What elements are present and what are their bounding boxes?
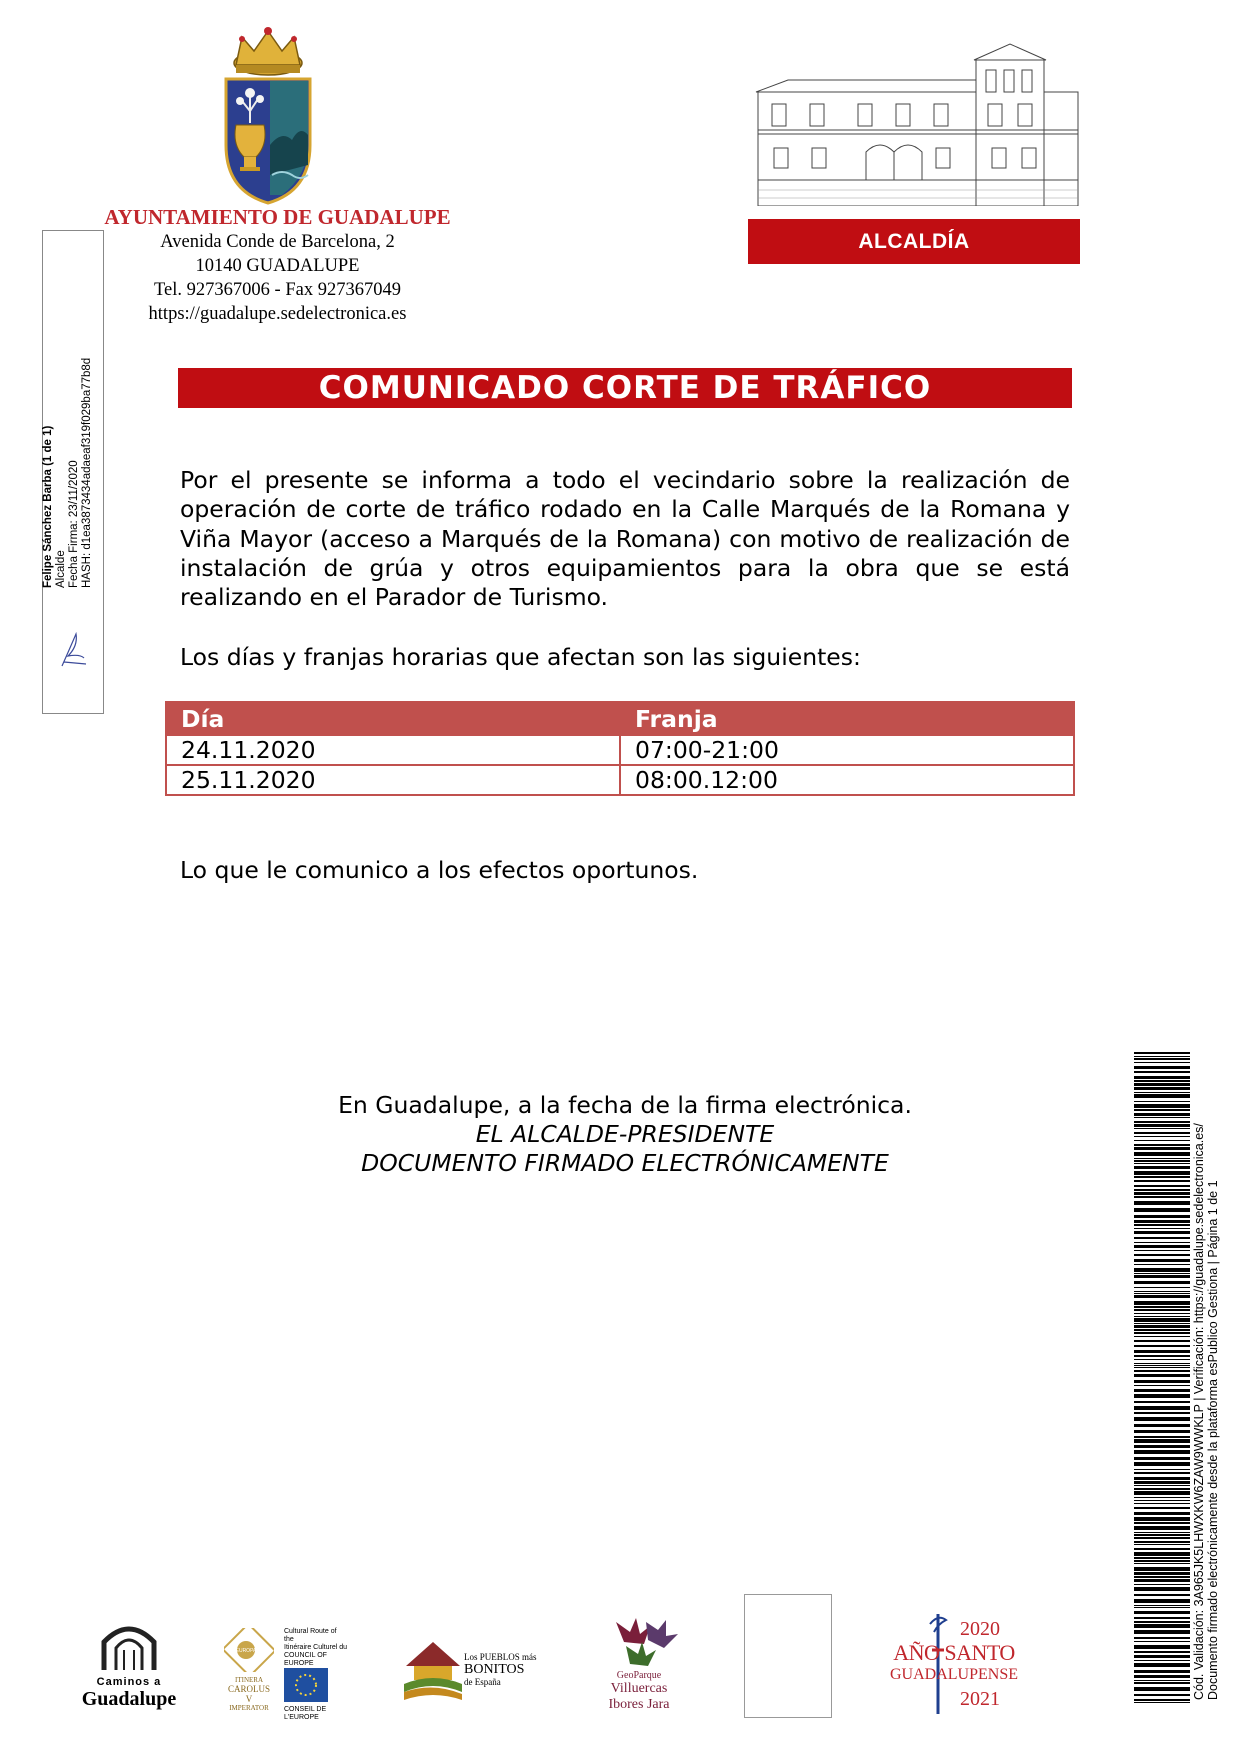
- town-hall-building-drawing: [748, 30, 1080, 206]
- geoparque-line3: Ibores Jara: [608, 1697, 670, 1712]
- barcode-bar: [1134, 1617, 1190, 1619]
- barcode-bar: [1134, 1365, 1190, 1366]
- barcode-bar: [1134, 1087, 1190, 1090]
- barcode-bar: [1134, 1250, 1190, 1251]
- council-text4: CONSEIL DE L'EUROPE: [284, 1706, 327, 1721]
- barcode-bar: [1134, 1611, 1190, 1614]
- council-text2: Itinéraire Culturel du: [284, 1644, 348, 1651]
- barcode-bar: [1134, 1481, 1190, 1484]
- barcode-bar: [1134, 1560, 1190, 1562]
- barcode-bar: [1134, 1370, 1190, 1372]
- barcode-bar: [1134, 1497, 1190, 1498]
- barcode-bar: [1134, 1488, 1190, 1490]
- barcode-bar: [1134, 1147, 1190, 1150]
- barcode-bar: [1134, 1215, 1190, 1218]
- barcode-bar: [1134, 1228, 1190, 1229]
- barcode-bar: [1134, 1424, 1190, 1427]
- barcode-bar: [1134, 1702, 1190, 1703]
- barcode-bar: [1134, 1163, 1190, 1164]
- table-header-slot: Franja: [620, 702, 1074, 735]
- barcode-bar: [1134, 1526, 1190, 1530]
- pueblos-line2: BONITOS: [464, 1662, 525, 1677]
- barcode-bar: [1134, 1056, 1190, 1057]
- barcode-bar: [1134, 1594, 1190, 1596]
- carolus-line1: ITINERA: [235, 1676, 263, 1684]
- barcode-bar: [1134, 1166, 1190, 1169]
- barcode-bar: [1134, 1670, 1190, 1673]
- carolus-line3: IMPERATOR: [229, 1704, 269, 1712]
- ano-santo-line2: GUADALUPENSE: [890, 1666, 1018, 1683]
- address-line: Avenida Conde de Barcelona, 2: [160, 232, 395, 252]
- barcode-bar: [1134, 1563, 1190, 1564]
- table-cell-slot: 07:00-21:00: [620, 735, 1074, 765]
- barcode-bar: [1134, 1401, 1190, 1403]
- barcode-bar: [1134, 1140, 1190, 1141]
- barcode-bar: [1134, 1180, 1190, 1182]
- barcode-bar: [1134, 1599, 1190, 1603]
- barcode-bar: [1134, 1699, 1190, 1701]
- geoparque-line1: GeoParque: [616, 1670, 662, 1681]
- barcode-bar: [1134, 1264, 1190, 1265]
- table-cell-day: 25.11.2020: [166, 765, 620, 795]
- barcode-bar: [1134, 1185, 1190, 1187]
- barcode-bar: [1134, 1158, 1190, 1159]
- barcode-bar: [1134, 1071, 1190, 1073]
- barcode-bar: [1134, 1171, 1190, 1175]
- barcode-bar: [1134, 1605, 1190, 1606]
- barcode-bar: [1134, 1189, 1190, 1191]
- barcode-bar: [1134, 1663, 1190, 1667]
- barcode-bar: [1134, 1132, 1190, 1134]
- geoparque-villuercas-logo: [584, 1618, 694, 1714]
- barcode-bar: [1134, 1512, 1190, 1515]
- barcode-bar: [1134, 1113, 1190, 1116]
- validation-code-line: Cód. Validación: 3A965JK5LHWXKW6ZAW9WWKLP | Verificación: https://guadalupe.sedelectronica.es/: [1192, 1123, 1206, 1700]
- barcode-bar: [1134, 1080, 1190, 1082]
- department-badge: ALCALDÍA: [748, 219, 1080, 264]
- website-link[interactable]: https://guadalupe.sedelectronica.es: [148, 304, 407, 324]
- signature-date: Fecha Firma: 23/11/2020: [68, 460, 80, 588]
- year-start: 2020: [960, 1618, 1000, 1640]
- barcode-bar: [1134, 1682, 1190, 1684]
- barcode-bar: [1134, 1552, 1190, 1556]
- barcode-bar: [1134, 1224, 1190, 1226]
- barcode-bar: [1134, 1254, 1190, 1256]
- chapel-arch-icon: [62, 1620, 196, 1672]
- table-cell-slot: 08:00.12:00: [620, 765, 1074, 795]
- barcode-bar: [1134, 1094, 1190, 1098]
- barcode-bar: [1134, 1485, 1190, 1486]
- pueblos-line3: de España: [464, 1677, 501, 1687]
- barcode-bar: [1134, 1367, 1190, 1368]
- barcode-bar: [1134, 1066, 1190, 1069]
- barcode-bar: [1134, 1548, 1190, 1550]
- barcode-bar: [1134, 1336, 1190, 1337]
- barcode-bar: [1134, 1101, 1190, 1102]
- barcode-bar: [1134, 1534, 1190, 1536]
- barcode-bar: [1134, 1491, 1190, 1495]
- carolus-line2: CAROLUS V: [227, 1684, 270, 1704]
- validation-text: [1192, 1000, 1220, 1700]
- barcode-bar: [1134, 1445, 1190, 1448]
- barcode-bar: [1134, 1477, 1190, 1480]
- barcode-bar: [1134, 1389, 1190, 1392]
- barcode-bar: [1134, 1406, 1190, 1410]
- barcode-bar: [1134, 1576, 1190, 1578]
- barcode-bar: [1134, 1220, 1190, 1223]
- geoparque-line2: Villuercas: [610, 1681, 668, 1696]
- barcode-bar: [1134, 1374, 1190, 1377]
- barcode-bar: [1134, 1363, 1190, 1364]
- barcode-bar: [1134, 1323, 1190, 1324]
- barcode-bar: [1134, 1332, 1190, 1334]
- carolus-emblem-icon: [224, 1628, 274, 1672]
- org-name: AYUNTAMIENTO DE GUADALUPE: [104, 205, 451, 229]
- barcode-bar: [1134, 1104, 1190, 1108]
- barcode-bar: [1134, 1439, 1190, 1443]
- empty-logo-frame: [744, 1594, 832, 1718]
- barcode-bar: [1134, 1567, 1190, 1571]
- barcode-bar: [1134, 1500, 1190, 1501]
- barcode-bar: [1134, 1472, 1190, 1474]
- barcode-bar: [1134, 1287, 1190, 1288]
- barcode-bar: [1134, 1469, 1190, 1470]
- closing-text: Lo que le comunico a los efectos oportunos.: [180, 856, 699, 884]
- caminos-line1: Caminos a: [96, 1676, 162, 1688]
- validation-barcode: [1134, 1052, 1190, 1703]
- barcode-bar: [1134, 1660, 1190, 1661]
- barcode-bar: [1134, 1517, 1190, 1521]
- barcode-bar: [1134, 1309, 1190, 1311]
- barcode-bar: [1134, 1306, 1190, 1308]
- barcode-bar: [1134, 1350, 1190, 1353]
- barcode-bar: [1134, 1313, 1190, 1314]
- place-date-line: En Guadalupe, a la fecha de la firma electrónica.: [338, 1091, 912, 1119]
- barcode-bar: [1134, 1109, 1190, 1111]
- barcode-bar: [1134, 1316, 1190, 1317]
- council-of-europe-flag-icon: [284, 1668, 328, 1702]
- carolus-v-council-of-europe-logo: [224, 1628, 348, 1721]
- barcode-bar: [1134, 1507, 1190, 1509]
- barcode-bar: [1134, 1231, 1190, 1234]
- barcode-bar: [1134, 1450, 1190, 1454]
- barcode-bar: [1134, 1503, 1190, 1504]
- handwritten-signature-mark: [56, 628, 90, 672]
- barcode-bar: [1134, 1318, 1190, 1322]
- barcode-bar: [1134, 1144, 1190, 1146]
- barcode-bar: [1134, 1160, 1190, 1162]
- barcode-bar: [1134, 1076, 1190, 1079]
- barcode-bar: [1134, 1541, 1190, 1543]
- barcode-bar: [1134, 1624, 1190, 1628]
- barcode-bar: [1134, 1124, 1190, 1127]
- barcode-bar: [1134, 1237, 1190, 1239]
- barcode-bar: [1134, 1355, 1190, 1357]
- phone-line: Tel. 927367006 - Fax 927367049: [154, 280, 401, 300]
- barcode-bar: [1134, 1532, 1190, 1533]
- barcode-bar: [1134, 1417, 1190, 1421]
- document-title: COMUNICADO CORTE DE TRÁFICO: [178, 368, 1072, 408]
- barcode-bar: [1134, 1196, 1190, 1198]
- barcode-bar: [1134, 1607, 1190, 1608]
- barcode-bar: [1134, 1268, 1190, 1272]
- barcode-bar: [1134, 1092, 1190, 1093]
- signature-hash: HASH: d1ea3873434adaeaf319f029ba77b8d: [81, 357, 93, 588]
- barcode-bar: [1134, 1301, 1190, 1305]
- barcode-bar: [1134, 1675, 1190, 1678]
- barcode-bar: [1134, 1522, 1190, 1524]
- barcode-bar: [1134, 1584, 1190, 1585]
- table-row: [166, 735, 1074, 765]
- barcode-bar: [1134, 1273, 1190, 1274]
- signatory-title: EL ALCALDE-PRESIDENTE: [475, 1120, 775, 1148]
- council-text1: Cultural Route of the: [284, 1628, 337, 1643]
- ano-santo-line1: AÑO SANTO: [893, 1640, 1015, 1665]
- year-end: 2021: [960, 1688, 1000, 1710]
- barcode-bar: [1134, 1557, 1190, 1559]
- barcode-bar: [1134, 1291, 1190, 1292]
- pueblos-house-icon: [402, 1636, 464, 1702]
- barcode-bar: [1134, 1587, 1190, 1591]
- barcode-bar: [1134, 1325, 1190, 1328]
- barcode-bar: [1134, 1385, 1190, 1386]
- barcode-bar: [1134, 1340, 1190, 1342]
- signer-name: Felipe Sánchez Barba (1 de 1): [42, 425, 54, 588]
- barcode-bar: [1134, 1436, 1190, 1438]
- barcode-bar: [1134, 1694, 1190, 1696]
- barcode-bar: [1134, 1293, 1190, 1294]
- barcode-bar: [1134, 1687, 1190, 1691]
- barcode-bar: [1134, 1128, 1190, 1129]
- schedule-table: [165, 701, 1075, 796]
- barcode-bar: [1134, 1295, 1190, 1298]
- pueblos-line1: Los PUEBLOS más: [464, 1652, 537, 1662]
- table-cell-day: 24.11.2020: [166, 735, 620, 765]
- barcode-bar: [1134, 1359, 1190, 1360]
- barcode-bar: [1134, 1394, 1190, 1398]
- barcode-bar: [1134, 1192, 1190, 1195]
- signed-electronically-note: DOCUMENTO FIRMADO ELECTRÓNICAMENTE: [361, 1149, 889, 1177]
- barcode-bar: [1134, 1572, 1190, 1575]
- table-header-day: Día: [166, 702, 620, 735]
- barcode-bar: [1134, 1058, 1190, 1060]
- barcode-bar: [1134, 1117, 1190, 1118]
- pueblos-mas-bonitos-logo: [402, 1636, 548, 1704]
- barcode-bar: [1134, 1052, 1190, 1054]
- barcode-bar: [1134, 1641, 1190, 1642]
- table-row: [166, 765, 1074, 795]
- barcode-bar: [1134, 1462, 1190, 1466]
- barcode-bar: [1134, 1242, 1190, 1243]
- postal-line: 10140 GUADALUPE: [195, 256, 360, 276]
- barcode-bar: [1134, 1275, 1190, 1278]
- barcode-bar: [1134, 1637, 1190, 1639]
- barcode-bar: [1134, 1579, 1190, 1582]
- council-text3: COUNCIL OF EUROPE: [284, 1652, 327, 1667]
- validation-platform-line: Documento firmado electrónicamente desde la plataforma esPublico Gestiona | Página 1 de 1: [1206, 1180, 1220, 1700]
- table-header-row: [166, 702, 1074, 735]
- barcode-bar: [1134, 1537, 1190, 1539]
- barcode-bar: [1134, 1152, 1190, 1156]
- barcode-bar: [1134, 1630, 1190, 1634]
- caminos-a-guadalupe-logo: [62, 1620, 196, 1708]
- barcode-bar: [1134, 1245, 1190, 1248]
- barcode-bar: [1134, 1457, 1190, 1460]
- barcode-bar: [1134, 1621, 1190, 1623]
- signer-role: Alcalde: [55, 550, 67, 588]
- barcode-bar: [1134, 1136, 1190, 1137]
- caminos-line2: Guadalupe: [81, 1688, 177, 1710]
- barcode-bar: [1134, 1176, 1190, 1178]
- barcode-bar: [1134, 1083, 1190, 1086]
- barcode-bar: [1134, 1208, 1190, 1212]
- geoparque-leaves-icon: [584, 1618, 694, 1666]
- carolus-europa-label: EUROPA: [235, 1648, 257, 1654]
- barcode-bar: [1134, 1651, 1190, 1653]
- barcode-bar: [1134, 1062, 1190, 1063]
- barcode-bar: [1134, 1412, 1190, 1414]
- barcode-bar: [1134, 1380, 1190, 1383]
- barcode-bar: [1134, 1121, 1190, 1123]
- barcode-bar: [1134, 1544, 1190, 1545]
- signature-stamp-text: [42, 328, 104, 588]
- municipal-crest-logo: [222, 25, 314, 207]
- barcode-bar: [1134, 1430, 1190, 1433]
- barcode-bar: [1134, 1655, 1190, 1658]
- barcode-bar: [1134, 1645, 1190, 1649]
- ano-santo-guadalupense-logo: [884, 1610, 1024, 1718]
- barcode-bar: [1134, 1201, 1190, 1205]
- barcode-bar: [1134, 1345, 1190, 1347]
- barcode-bar: [1134, 1329, 1190, 1331]
- barcode-bar: [1134, 1259, 1190, 1262]
- days-lead-text: Los días y franjas horarias que afectan son las siguientes:: [180, 643, 861, 671]
- barcode-bar: [1134, 1281, 1190, 1284]
- intro-paragraph: Por el presente se informa a todo el vecindario sobre la realización de operación de corte de tráfico rodado en la Calle Marqués de la Romana y Viña Mayor (acceso a Marqués de la Romana) con motivo de realización de instalación de grúa y otros equipamientos para la obra que se está realizando en el Parador de Turismo.: [180, 466, 1070, 612]
- barcode-bar: [1134, 1680, 1190, 1681]
